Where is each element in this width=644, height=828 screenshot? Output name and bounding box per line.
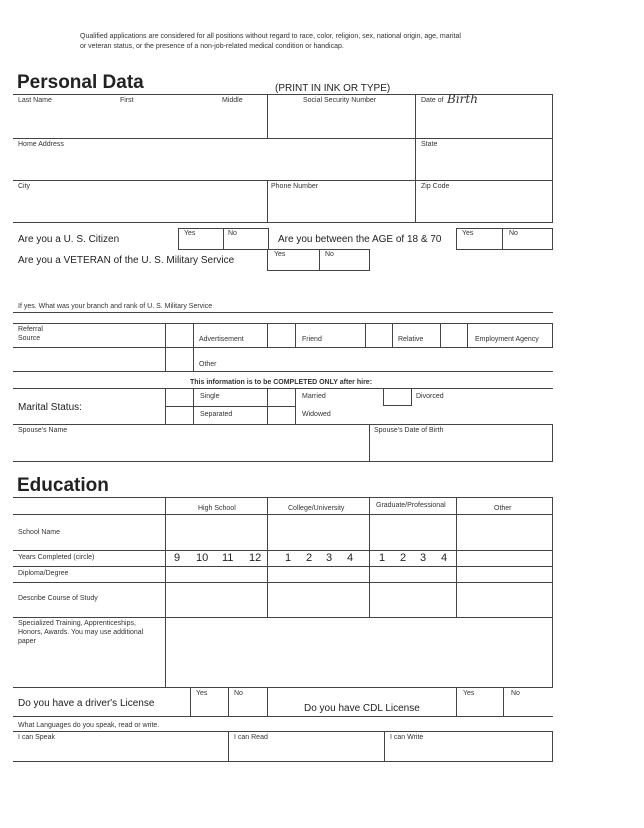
- diploma-label: Diploma/Degree: [18, 570, 69, 577]
- drivers-yes[interactable]: Yes: [196, 690, 208, 697]
- dob-handwritten: Birth: [447, 92, 478, 106]
- col-college: College/University: [288, 505, 345, 512]
- other-diploma-field[interactable]: [457, 567, 551, 581]
- write-label: I can Write: [390, 734, 424, 741]
- drivers-license-question: Do you have a driver's License: [18, 698, 155, 709]
- cdl-yes[interactable]: Yes: [463, 690, 475, 697]
- college-year-2[interactable]: 2: [306, 552, 313, 564]
- advertisement-checkbox[interactable]: [166, 324, 192, 346]
- years-completed-label: Years Completed (circle): [18, 554, 95, 561]
- notice-line-2: or veteran status, or the presence of a non-job-related medical condition or handicap.: [80, 43, 344, 50]
- friend-checkbox[interactable]: [268, 324, 294, 346]
- cdl-question: Do you have CDL License: [304, 703, 420, 714]
- college-year-4[interactable]: 4: [347, 552, 354, 564]
- ssn-field[interactable]: [268, 106, 414, 137]
- personal-data-heading: Personal Data: [17, 72, 144, 93]
- branch-field[interactable]: [230, 298, 550, 311]
- advertisement-label: Advertisement: [199, 336, 244, 343]
- spouse-name-field[interactable]: [14, 436, 368, 460]
- specialized-label-2: Honors, Awards. You may use additional: [18, 629, 144, 636]
- dob-field[interactable]: [416, 106, 551, 137]
- speak-field[interactable]: [14, 743, 227, 760]
- divorced-label: Divorced: [416, 393, 444, 400]
- friend-label: Friend: [302, 336, 322, 343]
- grad-school-name-field[interactable]: [370, 515, 455, 549]
- state-field[interactable]: [416, 150, 551, 179]
- separated-label: Separated: [200, 411, 233, 418]
- hs-year-11[interactable]: 11: [222, 552, 234, 564]
- widowed-checkbox[interactable]: [268, 407, 294, 423]
- grad-year-1[interactable]: 1: [379, 552, 386, 564]
- grad-year-3[interactable]: 3: [420, 552, 427, 564]
- city-label: City: [18, 183, 31, 190]
- col-high-school: High School: [198, 505, 236, 512]
- referral-label-2: Source: [18, 335, 41, 342]
- read-field[interactable]: [229, 743, 383, 760]
- grad-course-field[interactable]: [370, 583, 455, 616]
- hs-school-name-field[interactable]: [166, 515, 266, 549]
- cdl-no[interactable]: No: [511, 690, 520, 697]
- city-field[interactable]: [14, 192, 266, 221]
- college-year-3[interactable]: 3: [326, 552, 333, 564]
- grad-year-4[interactable]: 4: [441, 552, 448, 564]
- hs-diploma-field[interactable]: [166, 567, 266, 581]
- citizen-yes[interactable]: Yes: [184, 230, 196, 237]
- middle-name-label: Middle: [222, 97, 243, 104]
- hs-year-9[interactable]: 9: [174, 552, 181, 564]
- hs-course-field[interactable]: [166, 583, 266, 616]
- col-other: Other: [494, 505, 512, 512]
- citizen-question: Are you a U. S. Citizen: [18, 234, 120, 245]
- divorced-checkbox[interactable]: [383, 388, 412, 406]
- spouse-dob-label: Spouse's Date of Birth: [374, 427, 444, 434]
- employment-agency-checkbox[interactable]: [441, 324, 466, 346]
- zip-label: Zip Code: [421, 183, 450, 190]
- age-question: Are you between the AGE of 18 & 70: [278, 234, 442, 245]
- other-school-name-field[interactable]: [457, 515, 551, 549]
- age-no[interactable]: No: [509, 230, 518, 237]
- veteran-yes[interactable]: Yes: [274, 251, 286, 258]
- notice-line-1: Qualified applications are considered for all positions without regard to race, color, religion, sex, national origin, age, marital: [80, 33, 461, 40]
- spouse-dob-field[interactable]: [370, 436, 551, 460]
- after-hire-note: This information is to be COMPLETED ONLY after hire:: [190, 379, 373, 386]
- other-checkbox[interactable]: [166, 348, 192, 370]
- grad-diploma-field[interactable]: [370, 567, 455, 581]
- specialized-label-1: Specialized Training, Apprenticeships,: [18, 620, 136, 627]
- name-field[interactable]: [14, 106, 266, 137]
- relative-label: Relative: [398, 336, 424, 343]
- single-checkbox[interactable]: [166, 389, 192, 405]
- home-address-label: Home Address: [18, 141, 64, 148]
- widowed-label: Widowed: [302, 411, 331, 418]
- write-field[interactable]: [385, 743, 551, 760]
- relative-checkbox[interactable]: [366, 324, 391, 346]
- married-checkbox[interactable]: [268, 389, 294, 405]
- other-label: Other: [199, 361, 217, 368]
- read-label: I can Read: [234, 734, 268, 741]
- phone-label: Phone Number: [271, 183, 319, 190]
- print-note: (PRINT IN INK OR TYPE): [275, 83, 391, 94]
- hs-year-12[interactable]: 12: [249, 552, 262, 564]
- dob-label: Date of: [421, 97, 444, 104]
- specialized-label-3: paper: [18, 638, 36, 645]
- hs-year-10[interactable]: 10: [196, 552, 209, 564]
- last-name-label: Last Name: [18, 97, 52, 104]
- spouse-name-label: Spouse's Name: [18, 427, 68, 434]
- other-course-field[interactable]: [457, 583, 551, 616]
- college-school-name-field[interactable]: [268, 515, 368, 549]
- school-name-label: School Name: [18, 529, 61, 536]
- veteran-question: Are you a VETERAN of the U. S. Military Service: [18, 255, 235, 266]
- specialized-training-field[interactable]: [166, 618, 551, 686]
- phone-field[interactable]: [268, 192, 414, 221]
- state-label: State: [421, 141, 438, 148]
- college-course-field[interactable]: [268, 583, 368, 616]
- veteran-no[interactable]: No: [325, 251, 334, 258]
- col-graduate: Graduate/Professional: [376, 502, 446, 509]
- education-heading: Education: [17, 475, 109, 496]
- employment-agency-label: Employment Agency: [475, 336, 539, 343]
- ssn-label: Social Security Number: [303, 97, 377, 104]
- referral-label-1: Referral: [18, 326, 43, 333]
- single-label: Single: [200, 393, 220, 400]
- languages-question: What Languages do you speak, read or write.: [18, 722, 160, 729]
- home-address-field[interactable]: [14, 150, 414, 179]
- marital-status-label: Marital Status:: [18, 402, 82, 413]
- college-year-1[interactable]: 1: [285, 552, 292, 564]
- first-name-label: First: [120, 97, 134, 104]
- married-label: Married: [302, 393, 326, 400]
- college-diploma-field[interactable]: [268, 567, 368, 581]
- grad-year-2[interactable]: 2: [400, 552, 407, 564]
- course-label: Describe Course of Study: [18, 595, 98, 602]
- age-yes[interactable]: Yes: [462, 230, 474, 237]
- branch-question: If yes. What was your branch and rank of U. S. Military Service: [18, 303, 213, 310]
- speak-label: I can Speak: [18, 734, 55, 741]
- drivers-no[interactable]: No: [234, 690, 243, 697]
- citizen-no[interactable]: No: [228, 230, 237, 237]
- separated-checkbox[interactable]: [166, 407, 192, 423]
- zip-field[interactable]: [416, 192, 551, 221]
